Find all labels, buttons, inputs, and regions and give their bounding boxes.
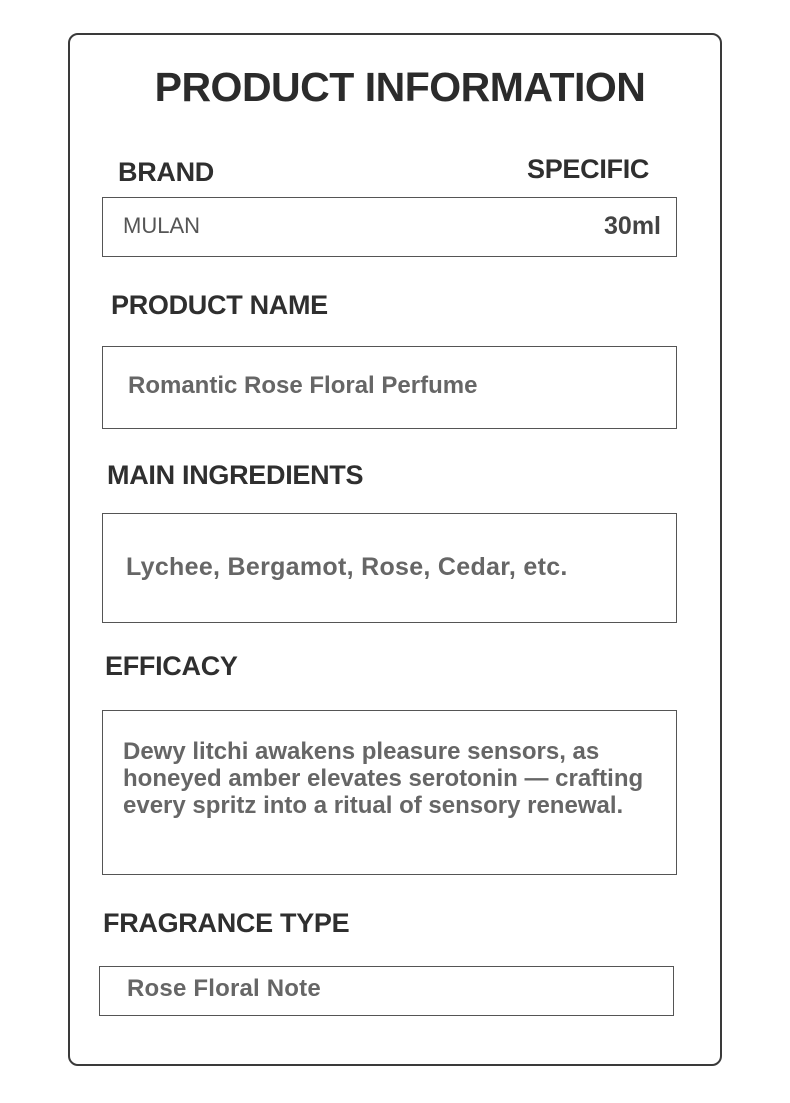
efficacy-label: EFFICACY — [105, 651, 238, 681]
brand-value: MULAN — [123, 213, 201, 238]
fragrance-type-value: Rose Floral Note — [127, 975, 321, 1002]
product-name-value: Romantic Rose Floral Perfume — [128, 372, 478, 399]
product-name-label: PRODUCT NAME — [111, 290, 328, 320]
main-ingredients-label: MAIN INGREDIENTS — [107, 460, 364, 490]
specific-value: 30ml — [604, 212, 661, 240]
efficacy-value: Dewy litchi awakens pleasure sensors, as honeyed amber elevates serotonin — crafting every spritz into a ritual of sensory renewal. — [123, 738, 644, 819]
page-title: PRODUCT INFORMATION — [154, 64, 646, 110]
brand-label: BRAND — [118, 157, 214, 187]
main-ingredients-value: Lychee, Bergamot, Rose, Cedar, etc. — [126, 553, 568, 581]
fragrance-type-label: FRAGRANCE TYPE — [103, 908, 350, 938]
specific-label: SPECIFIC — [527, 154, 650, 184]
